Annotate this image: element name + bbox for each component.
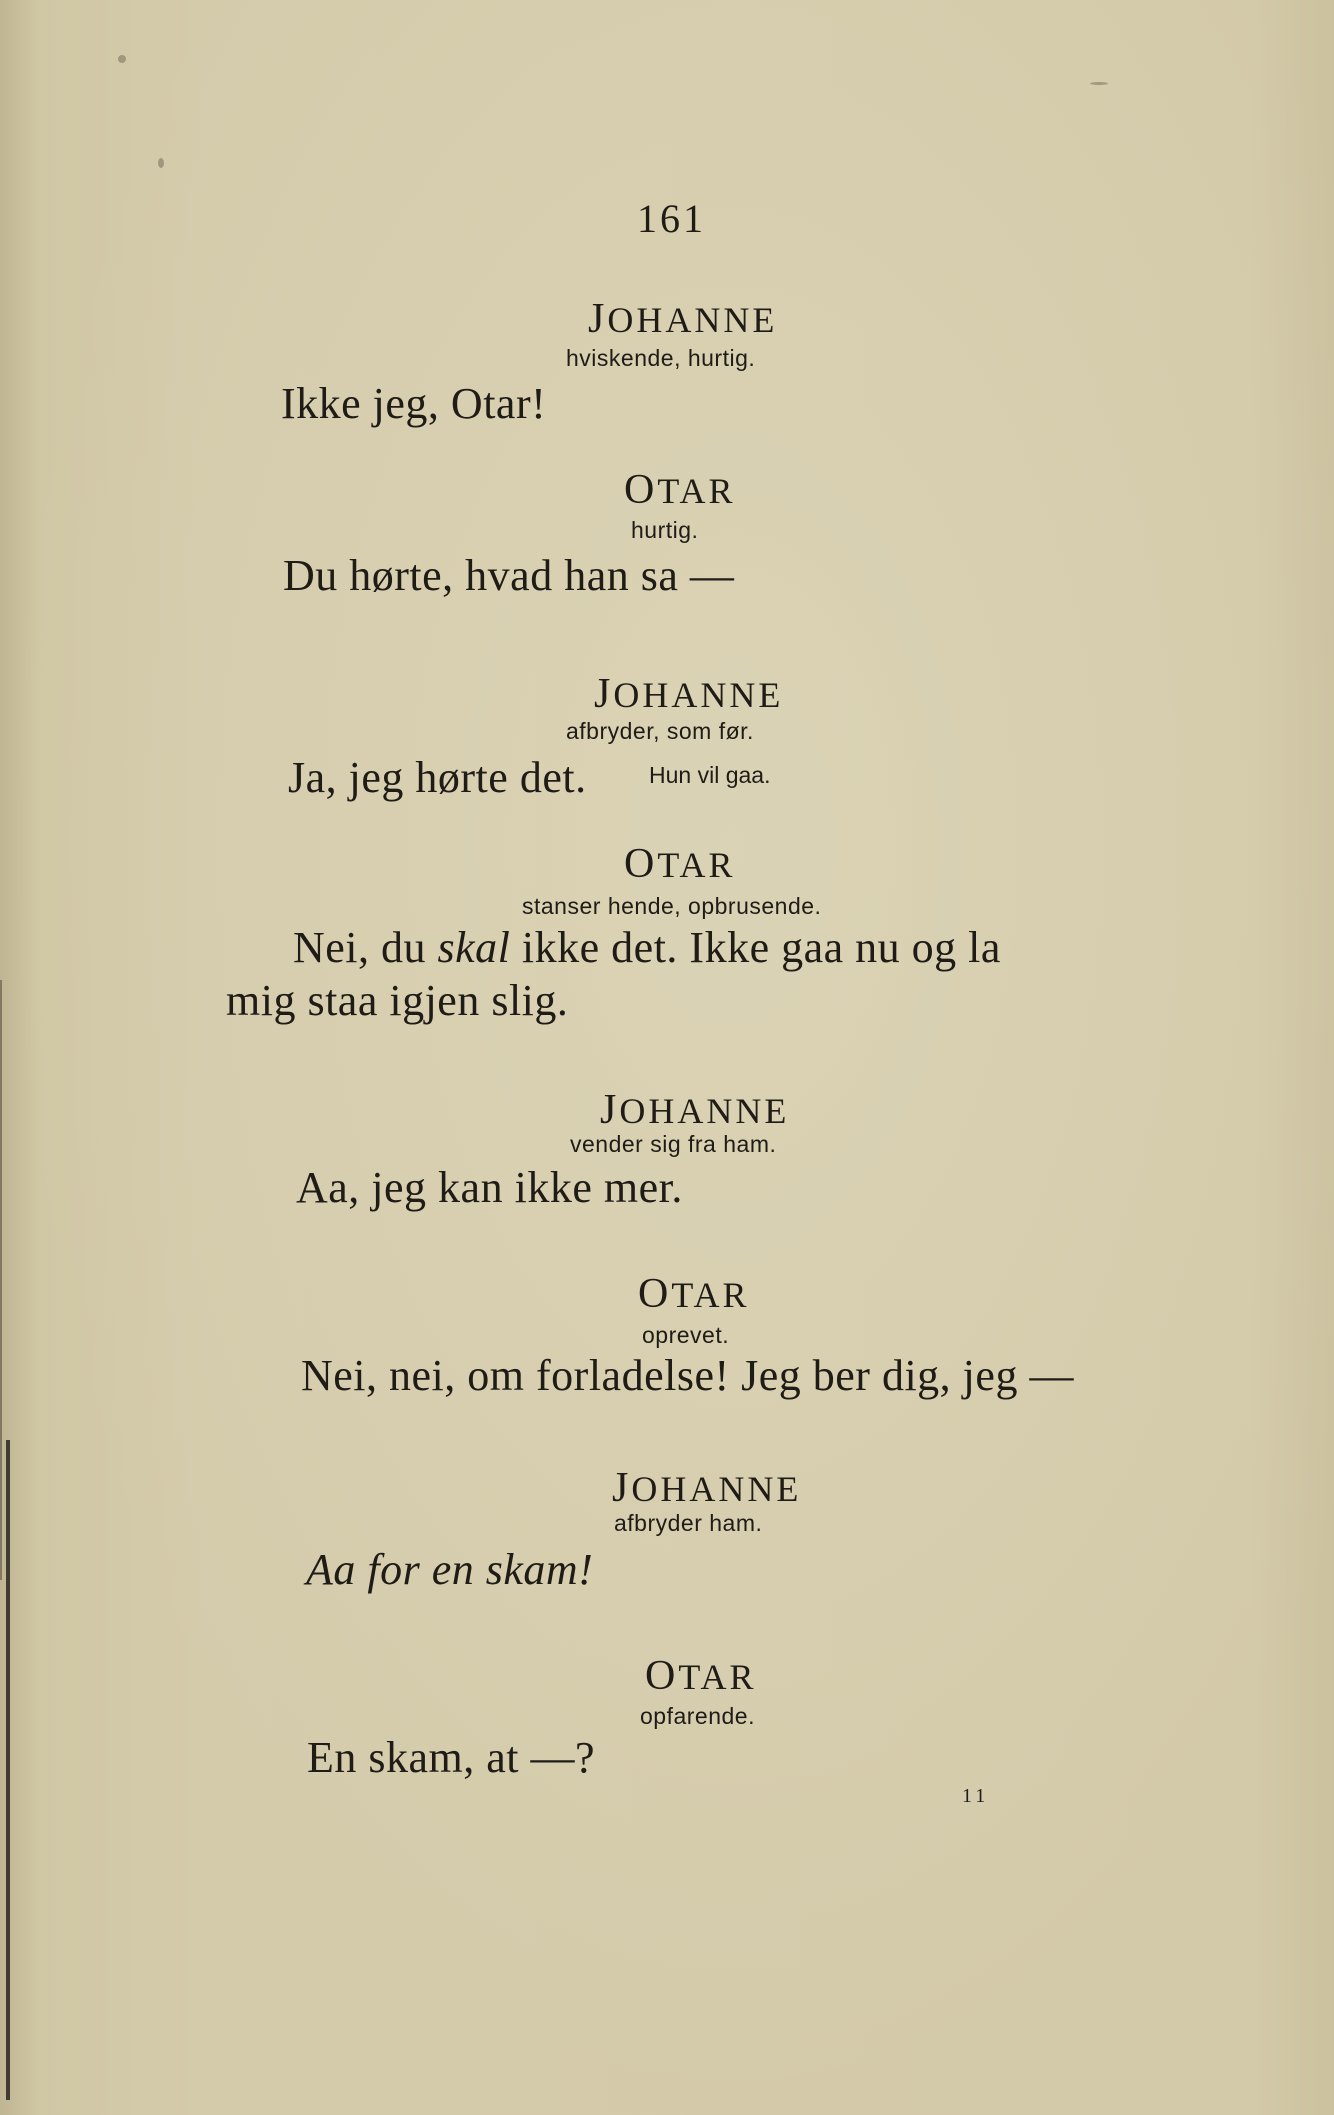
speaker-name: OTAR xyxy=(638,1271,750,1317)
speaker-direction: hurtig. xyxy=(631,517,699,543)
speaker-direction: oprevet. xyxy=(642,1322,730,1348)
speaker-name: JOHANNE xyxy=(600,1087,790,1133)
emphasized-word: skal xyxy=(437,923,511,972)
stage-direction: Hun vil gaa. xyxy=(649,762,771,788)
paper-speck xyxy=(118,55,126,63)
dialogue-line-part: Nei, du xyxy=(293,923,427,972)
binding-edge xyxy=(6,1440,10,2100)
dialogue-line: Aa, jeg kan ikke mer. xyxy=(296,1163,683,1212)
dialogue-line: Nei, nei, om forladelse! Jeg ber dig, jeg — xyxy=(301,1351,1074,1400)
page-number: 161 xyxy=(637,196,706,241)
dialogue-line: En skam, at —? xyxy=(307,1733,596,1782)
speaker-direction: opfarende. xyxy=(640,1703,755,1729)
dialogue-line: Ikke jeg, Otar! xyxy=(281,379,547,428)
speaker-name: OTAR xyxy=(624,467,736,513)
paper-speck xyxy=(158,158,164,168)
speaker-name: OTAR xyxy=(645,1653,757,1699)
dialogue-line-continued: mig staa igjen slig. xyxy=(226,976,569,1025)
dialogue-line: Ja, jeg hørte det. xyxy=(288,753,587,802)
dialogue-line xyxy=(293,922,1001,973)
speaker-name: JOHANNE xyxy=(612,1465,802,1511)
speaker-direction: afbryder ham. xyxy=(614,1510,763,1536)
paper-speck xyxy=(1090,82,1108,85)
dialogue-line: Du hørte, hvad han sa — xyxy=(283,551,735,600)
speaker-direction: afbryder, som før. xyxy=(566,718,754,744)
speaker-name: JOHANNE xyxy=(594,671,784,717)
printer-signature: 11 xyxy=(962,1785,990,1807)
dialogue-line: Aa for en skam! xyxy=(306,1545,594,1594)
speaker-name: OTAR xyxy=(624,841,736,887)
speaker-name: JOHANNE xyxy=(588,296,778,342)
speaker-direction: hviskende, hurtig. xyxy=(566,345,756,371)
dialogue-line-part: ikke det. Ikke gaa nu og la xyxy=(521,923,1001,972)
binding-shadow xyxy=(0,980,2,1580)
speaker-direction: vender sig fra ham. xyxy=(570,1131,777,1157)
speaker-direction: stanser hende, opbrusende. xyxy=(522,893,822,919)
